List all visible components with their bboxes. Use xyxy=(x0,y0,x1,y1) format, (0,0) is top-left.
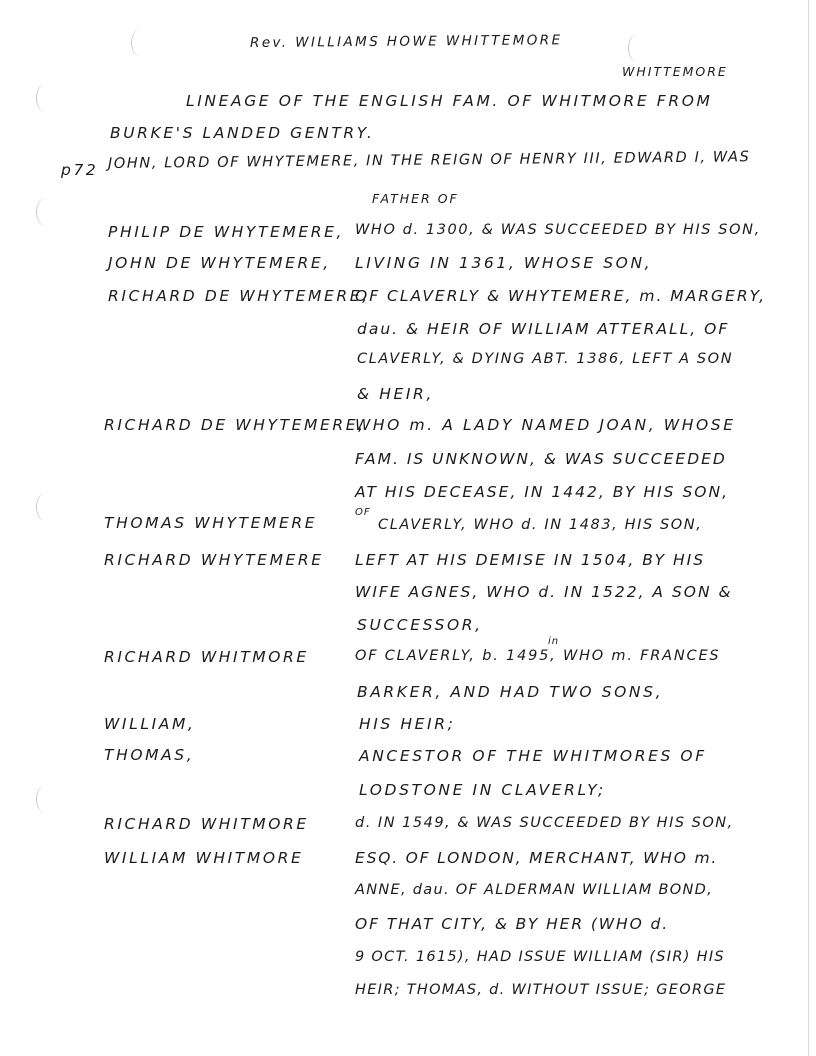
entry-detail: 9 OCT. 1615), HAD ISSUE WILLIAM (SIR) HIS xyxy=(355,949,725,965)
entry-detail: HIS HEIR; xyxy=(359,715,456,733)
entry-detail: dau. & HEIR OF WILLIAM ATTERALL, OF xyxy=(357,320,730,338)
entry-detail: WHO d. 1300, & WAS SUCCEEDED BY HIS SON, xyxy=(355,222,761,238)
binder-hole-mark xyxy=(131,29,150,57)
person-name: WILLIAM, xyxy=(104,715,196,733)
entry-detail: FAM. IS UNKNOWN, & WAS SUCCEEDED xyxy=(355,450,727,468)
entry-detail: ESQ. OF LONDON, MERCHANT, WHO m. xyxy=(355,849,719,867)
entry-detail: LIVING IN 1361, WHOSE SON, xyxy=(355,254,653,272)
entry-detail: LEFT AT HIS DEMISE IN 1504, BY HIS xyxy=(355,551,706,569)
entry-detail: WIFE AGNES, WHO d. IN 1522, A SON & xyxy=(355,583,733,601)
binder-hole-mark xyxy=(36,198,55,226)
person-name: RICHARD WHITMORE xyxy=(104,648,309,666)
entry-detail: OF CLAVERLY & WHYTEMERE, m. MARGERY, xyxy=(355,287,767,305)
head-entry-line-2: FATHER OF xyxy=(372,191,459,206)
entry-detail: ANCESTOR OF THE WHITMORES OF xyxy=(359,747,707,765)
entry-detail: AT HIS DECEASE, IN 1442, BY HIS SON, xyxy=(355,483,730,501)
person-name: WILLIAM WHITMORE xyxy=(104,849,304,867)
person-name: RICHARD WHYTEMERE xyxy=(104,551,324,569)
entry-detail: & HEIR, xyxy=(357,385,434,403)
person-name: RICHARD DE WHYTEMERE, xyxy=(104,416,366,434)
inserted-word: OF xyxy=(355,507,371,518)
entry-detail: HEIR; THOMAS, d. WITHOUT ISSUE; GEORGE xyxy=(355,982,727,998)
entry-detail: OF CLAVERLY, b. 1495, WHO m. FRANCES xyxy=(355,648,721,664)
head-entry-line-1: JOHN, LORD OF WHYTEMERE, IN THE REIGN OF HENRY III, EDWARD I, WAS xyxy=(107,149,751,172)
entry-detail: ANNE, dau. OF ALDERMAN WILLIAM BOND, xyxy=(355,882,714,898)
entry-detail: LODSTONE IN CLAVERLY; xyxy=(359,781,606,799)
intro-line-1: LINEAGE OF THE ENGLISH FAM. OF WHITMORE FROM xyxy=(186,92,713,110)
page-title: Rev. WILLIAMS HOWE WHITTEMORE xyxy=(249,32,563,51)
entry-detail: CLAVERLY, WHO d. IN 1483, HIS SON, xyxy=(378,517,703,533)
person-name: THOMAS, xyxy=(104,746,195,764)
binder-hole-mark xyxy=(36,84,55,112)
entry-detail: SUCCESSOR, xyxy=(357,616,483,634)
entry-detail: d. IN 1549, & WAS SUCCEEDED BY HIS SON, xyxy=(355,815,734,831)
person-name: PHILIP DE WHYTEMERE, xyxy=(108,223,345,241)
page-reference: p72 xyxy=(61,161,99,179)
entry-detail: CLAVERLY, & DYING ABT. 1386, LEFT A SON xyxy=(357,351,734,367)
person-name: RICHARD WHITMORE xyxy=(104,815,309,833)
corner-note: WHITTEMORE xyxy=(622,64,728,79)
binder-hole-mark xyxy=(628,34,647,62)
person-name: THOMAS WHYTEMERE xyxy=(104,514,318,532)
person-name: JOHN DE WHYTEMERE, xyxy=(108,254,331,272)
entry-detail: BARKER, AND HAD TWO SONS, xyxy=(357,683,664,701)
intro-line-2: BURKE'S LANDED GENTRY. xyxy=(110,124,375,142)
page-edge-line xyxy=(808,0,809,1056)
inserted-word: in xyxy=(548,636,560,647)
binder-hole-mark xyxy=(36,785,55,813)
person-name: RICHARD DE WHYTEMERE, xyxy=(108,287,370,305)
binder-hole-mark xyxy=(36,493,55,521)
entry-detail: OF THAT CITY, & BY HER (WHO d. xyxy=(355,915,670,933)
entry-detail: WHO m. A LADY NAMED JOAN, WHOSE xyxy=(355,416,736,434)
